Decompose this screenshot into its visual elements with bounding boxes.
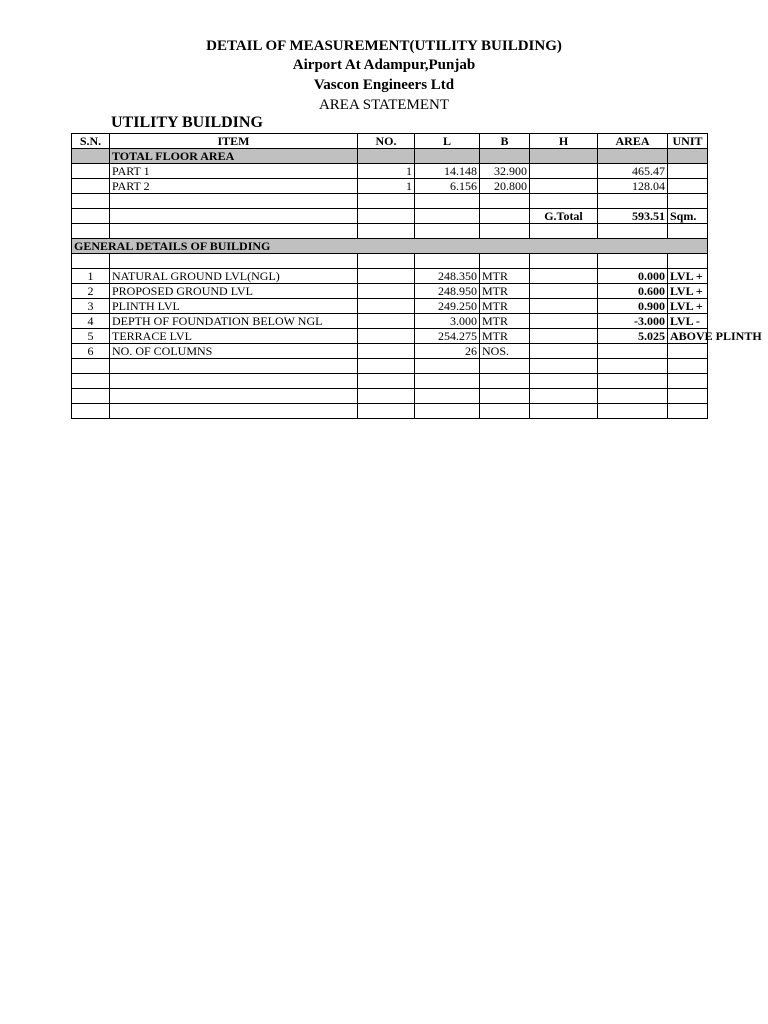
column-header: B <box>480 134 530 149</box>
b-cell: MTR <box>480 284 530 299</box>
table-header-row <box>72 134 708 149</box>
column-header: S.N. <box>72 134 110 149</box>
column-header: H <box>530 134 598 149</box>
area-cell: 0.600 <box>598 284 668 299</box>
l-cell: 248.950 <box>415 284 480 299</box>
document-title: DETAIL OF MEASUREMENT(UTILITY BUILDING) <box>206 38 562 54</box>
measurement-table <box>71 133 762 419</box>
area-cell: 0.000 <box>598 269 668 284</box>
unit-cell: LVL + <box>668 284 708 299</box>
table-row <box>72 284 708 299</box>
column-header: ITEM <box>110 134 358 149</box>
area-cell: 465.47 <box>598 164 668 179</box>
sn-cell: 6 <box>72 344 110 359</box>
statement-title: AREA STATEMENT <box>318 97 450 113</box>
empty-row <box>72 389 708 404</box>
b-cell: MTR <box>480 329 530 344</box>
l-cell: 14.148 <box>415 164 480 179</box>
section-title: UTILITY BUILDING <box>111 114 263 131</box>
empty-row <box>72 254 708 269</box>
item-cell: PLINTH LVL <box>110 299 358 314</box>
table-row <box>72 269 708 284</box>
item-cell: PART 1 <box>110 164 358 179</box>
empty-row <box>72 404 708 419</box>
l-cell: 3.000 <box>415 314 480 329</box>
b-cell: MTR <box>480 269 530 284</box>
table-row <box>72 179 708 194</box>
column-header: AREA <box>598 134 668 149</box>
company-name: Vascon Engineers Ltd <box>313 77 455 93</box>
unit-cell <box>668 344 708 359</box>
item-cell: TERRACE LVL <box>110 329 358 344</box>
empty-row <box>72 194 708 209</box>
table-row <box>72 329 708 344</box>
area-heading: TOTAL FLOOR AREA <box>110 149 358 164</box>
area-heading-row <box>72 149 708 164</box>
table-row <box>72 164 708 179</box>
grand-total-unit: Sqm. <box>668 209 708 224</box>
grand-total-label: G.Total <box>530 209 598 224</box>
l-cell: 26 <box>415 344 480 359</box>
l-cell: 254.275 <box>415 329 480 344</box>
unit-cell: ABOVE PLINTH <box>668 329 708 344</box>
unit-cell: LVL + <box>668 269 708 284</box>
item-cell: PART 2 <box>110 179 358 194</box>
item-cell: NO. OF COLUMNS <box>110 344 358 359</box>
grand-total-row <box>72 209 708 224</box>
no-cell: 1 <box>358 164 415 179</box>
sn-cell: 2 <box>72 284 110 299</box>
general-heading: GENERAL DETAILS OF BUILDING <box>72 239 708 254</box>
no-cell: 1 <box>358 179 415 194</box>
table-row <box>72 314 708 329</box>
general-heading-row <box>72 239 708 254</box>
l-cell: 249.250 <box>415 299 480 314</box>
empty-row <box>72 224 708 239</box>
area-cell <box>598 344 668 359</box>
b-cell: 32.900 <box>480 164 530 179</box>
sn-cell: 3 <box>72 299 110 314</box>
sn-cell: 1 <box>72 269 110 284</box>
item-cell: DEPTH OF FOUNDATION BELOW NGL <box>110 314 358 329</box>
column-header: NO. <box>358 134 415 149</box>
empty-row <box>72 374 708 389</box>
b-cell: NOS. <box>480 344 530 359</box>
table-row <box>72 344 708 359</box>
l-cell: 248.350 <box>415 269 480 284</box>
unit-cell: LVL + <box>668 299 708 314</box>
grand-total-value: 593.51 <box>598 209 668 224</box>
item-cell: NATURAL GROUND LVL(NGL) <box>110 269 358 284</box>
empty-row <box>72 359 708 374</box>
unit-cell: LVL - <box>668 314 708 329</box>
b-cell: MTR <box>480 299 530 314</box>
area-cell: 5.025 <box>598 329 668 344</box>
area-cell: -3.000 <box>598 314 668 329</box>
b-cell: MTR <box>480 314 530 329</box>
sn-cell: 5 <box>72 329 110 344</box>
area-cell: 128.04 <box>598 179 668 194</box>
b-cell: 20.800 <box>480 179 530 194</box>
l-cell: 6.156 <box>415 179 480 194</box>
item-cell: PROPOSED GROUND LVL <box>110 284 358 299</box>
column-header: L <box>415 134 480 149</box>
table-row <box>72 299 708 314</box>
sn-cell: 4 <box>72 314 110 329</box>
area-cell: 0.900 <box>598 299 668 314</box>
column-header: UNIT <box>668 134 708 149</box>
project-location: Airport At Adampur,Punjab <box>292 57 476 73</box>
